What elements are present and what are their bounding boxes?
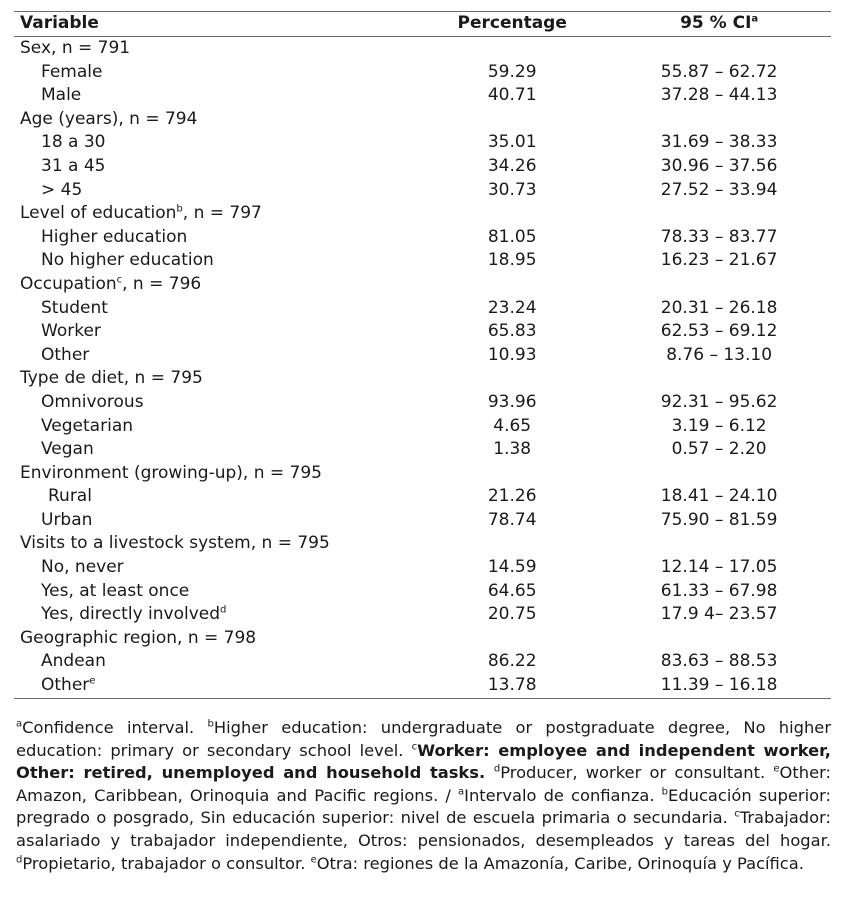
table-row [14, 438, 831, 462]
footnote-text: Other: Amazon, Caribbean, Orinoquia and Pacific regions. / [16, 763, 831, 805]
footnote-text: Propietario, trabajador o consultor. [22, 853, 311, 873]
footnote-marker: c [734, 808, 740, 820]
table-group-row [14, 37, 831, 61]
row-label [14, 226, 417, 250]
label-text: > 45 [41, 179, 83, 200]
footnote-text: Trabajador: asalariado y trabajador independiente, Otros: pensionados, desempleados y tareas del hogar. [16, 808, 831, 850]
label-text: Urban [41, 509, 93, 530]
ci-cell [607, 367, 831, 391]
percentage-cell: 34.26 [487, 155, 537, 176]
row-label [14, 179, 417, 203]
ci-cell: 92.31 – 95.62 [660, 391, 778, 412]
table-row [14, 415, 831, 439]
group-label [14, 367, 417, 391]
table-group-row [14, 627, 831, 651]
table-row [14, 509, 831, 533]
ci-cell: 3.19 – 6.12 [671, 415, 767, 436]
label-text: Other [41, 344, 90, 365]
row-label [14, 131, 417, 155]
ci-cell: 0.57 – 2.20 [671, 439, 767, 460]
footnote-marker: d [16, 854, 23, 866]
percentage-cell: 64.65 [487, 580, 537, 601]
row-label [14, 509, 417, 533]
ci-cell: 55.87 – 62.72 [660, 61, 778, 82]
percentage-cell: 14.59 [487, 557, 537, 578]
header-ci-label: 95 % CI [680, 13, 752, 34]
label-text: Level of education [20, 203, 177, 224]
table-row [14, 155, 831, 179]
label-text: Student [41, 297, 108, 318]
group-label [14, 273, 417, 297]
percentage-cell: 93.96 [487, 391, 537, 412]
ci-cell [607, 273, 831, 297]
label-text: Occupation [20, 273, 117, 294]
percentage-cell [417, 462, 607, 486]
table-body [14, 37, 831, 699]
label-text: Geographic region, n = 798 [20, 627, 257, 648]
ci-cell: 8.76 – 13.10 [666, 344, 773, 365]
row-label [14, 391, 417, 415]
label-text: 31 a 45 [41, 155, 106, 176]
percentage-cell: 40.71 [487, 85, 537, 106]
percentage-cell: 35.01 [487, 132, 537, 153]
header-percentage: Percentage [457, 13, 567, 34]
table-group-row [14, 202, 831, 226]
table-row [14, 131, 831, 155]
demographics-table [14, 11, 831, 699]
percentage-cell: 59.29 [487, 61, 537, 82]
table-group-row [14, 462, 831, 486]
ci-cell: 30.96 – 37.56 [660, 155, 778, 176]
label-text: Sex, n = 791 [20, 38, 131, 58]
label-text: 18 a 30 [41, 132, 106, 153]
label-suffix: , n = 796 [122, 273, 202, 294]
percentage-cell: 1.38 [493, 439, 532, 460]
percentage-cell [417, 367, 607, 391]
label-text: Omnivorous [41, 391, 144, 412]
percentage-cell [417, 532, 607, 556]
ci-cell: 75.90 – 81.59 [660, 509, 778, 530]
ci-cell: 62.53 – 69.12 [660, 321, 778, 342]
group-label [14, 627, 417, 651]
footnote-marker: b [207, 718, 214, 730]
footnote-marker: e [310, 854, 317, 866]
ci-cell [607, 532, 831, 556]
group-label [14, 108, 417, 132]
percentage-cell [417, 273, 607, 297]
table-row [14, 297, 831, 321]
group-label [14, 202, 417, 226]
percentage-cell: 4.65 [493, 415, 532, 436]
row-label [14, 84, 417, 108]
table-group-row [14, 108, 831, 132]
header-ci-sup: a [751, 13, 759, 25]
table-row [14, 226, 831, 250]
footnote-marker: a [16, 718, 23, 730]
label-text: Andean [41, 651, 106, 672]
table-row [14, 320, 831, 344]
table-row [14, 485, 831, 509]
label-text: Type de diet, n = 795 [20, 368, 203, 389]
footnote-marker: c [116, 274, 123, 286]
percentage-cell [417, 202, 607, 226]
footnote-marker: b [176, 203, 183, 215]
ci-cell [607, 462, 831, 486]
footnote-text: Higher education: undergraduate or postgraduate degree, No higher education: primary or secondary school level. [16, 718, 832, 760]
ci-cell: 17.9 4– 23.57 [660, 604, 778, 625]
label-text: Visits to a livestock system, n = 795 [20, 533, 330, 554]
group-label [14, 532, 417, 556]
ci-cell: 12.14 – 17.05 [660, 557, 778, 578]
footnote-marker: d [493, 763, 501, 775]
percentage-cell: 10.93 [487, 344, 537, 365]
table-row [14, 344, 831, 368]
ci-cell [607, 627, 831, 651]
ci-cell [607, 108, 831, 132]
header-ci [607, 12, 831, 37]
table-row [14, 179, 831, 203]
group-label [14, 37, 417, 61]
row-label [14, 556, 417, 580]
label-text: Vegetarian [41, 415, 134, 436]
footnote-text: Confidence interval. [22, 718, 208, 737]
row-label [14, 61, 417, 85]
percentage-cell: 20.75 [487, 604, 537, 625]
ci-cell: 31.69 – 38.33 [660, 132, 778, 153]
group-label [14, 462, 417, 486]
table-row [14, 391, 831, 415]
percentage-cell: 23.24 [487, 297, 537, 318]
percentage-cell: 65.83 [487, 321, 537, 342]
percentage-cell: 81.05 [487, 226, 537, 247]
ci-cell: 27.52 – 33.94 [660, 179, 778, 200]
table-row [14, 556, 831, 580]
percentage-cell [417, 108, 607, 132]
label-text: Yes, at least once [41, 580, 190, 601]
footnote-text: Intervalo de confianza. [464, 785, 662, 805]
label-text: No, never [41, 557, 124, 578]
label-text: Other [41, 675, 90, 696]
ci-cell: 78.33 – 83.77 [660, 226, 778, 247]
label-text: Environment (growing-up), n = 795 [20, 462, 322, 483]
label-text: Yes, directly involved [41, 604, 221, 625]
row-label [14, 415, 417, 439]
label-text: Age (years), n = 794 [20, 108, 198, 129]
row-label [14, 155, 417, 179]
row-label [14, 297, 417, 321]
label-text: Higher education [41, 226, 188, 247]
ci-cell: 61.33 – 67.98 [660, 580, 778, 601]
table-row [14, 603, 831, 627]
table-footnotes [16, 717, 831, 875]
header-variable: Variable [20, 13, 99, 34]
row-label [14, 344, 417, 368]
row-label [14, 485, 417, 509]
table-row [14, 84, 831, 108]
percentage-cell [417, 37, 607, 61]
footnote-marker: a [458, 786, 465, 798]
label-text: Rural [48, 486, 92, 507]
percentage-cell: 21.26 [487, 486, 537, 507]
table-row [14, 674, 831, 698]
percentage-cell: 86.22 [487, 651, 537, 672]
ci-cell: 16.23 – 21.67 [660, 250, 778, 271]
ci-cell [607, 202, 831, 226]
percentage-cell: 13.78 [487, 675, 537, 696]
label-text: Worker [41, 321, 101, 342]
ci-cell: 83.63 – 88.53 [660, 651, 778, 672]
percentage-cell: 18.95 [487, 250, 537, 271]
table-group-row [14, 367, 831, 391]
footnote-marker: e [89, 675, 96, 687]
percentage-cell: 30.73 [487, 179, 537, 200]
percentage-cell: 78.74 [487, 509, 537, 530]
ci-cell: 20.31 – 26.18 [660, 297, 778, 318]
label-text: Vegan [41, 439, 94, 460]
footnote-marker: d [220, 604, 227, 616]
row-label [14, 580, 417, 604]
table-group-row [14, 273, 831, 297]
row-label [14, 603, 417, 627]
label-text: Female [41, 61, 103, 82]
table-row [14, 249, 831, 273]
label-suffix: , n = 797 [182, 203, 262, 224]
row-label [14, 249, 417, 273]
table-row [14, 61, 831, 85]
row-label [14, 674, 417, 698]
row-label [14, 320, 417, 344]
footnote-text: Otra: regiones de la Amazonía, Caribe, Orinoquía y Pacífica. [316, 853, 804, 873]
footnote-marker: e [773, 763, 780, 775]
table-group-row [14, 532, 831, 556]
label-text: No higher education [41, 250, 214, 271]
footnote-text: Educación superior: pregrado o posgrado, Sin educación superior: nivel de escuela primaria o secundaria. [16, 785, 831, 828]
footnote-text: Worker: employee and independent worker, Other: retired, unemployed and household tasks. [16, 740, 831, 783]
label-text: Male [41, 85, 82, 106]
ci-cell: 37.28 – 44.13 [660, 85, 778, 106]
ci-cell: 11.39 – 16.18 [660, 675, 778, 696]
row-label [14, 438, 417, 462]
footnote-marker: c [411, 741, 418, 753]
table-row [14, 580, 831, 604]
footnote-text: Producer, worker or consultant. [500, 763, 774, 783]
row-label [14, 650, 417, 674]
table-header-row [14, 12, 831, 37]
ci-cell: 18.41 – 24.10 [660, 486, 778, 507]
footnote-marker: b [661, 786, 669, 798]
percentage-cell [417, 627, 607, 651]
table-row [14, 650, 831, 674]
ci-cell [607, 37, 831, 61]
